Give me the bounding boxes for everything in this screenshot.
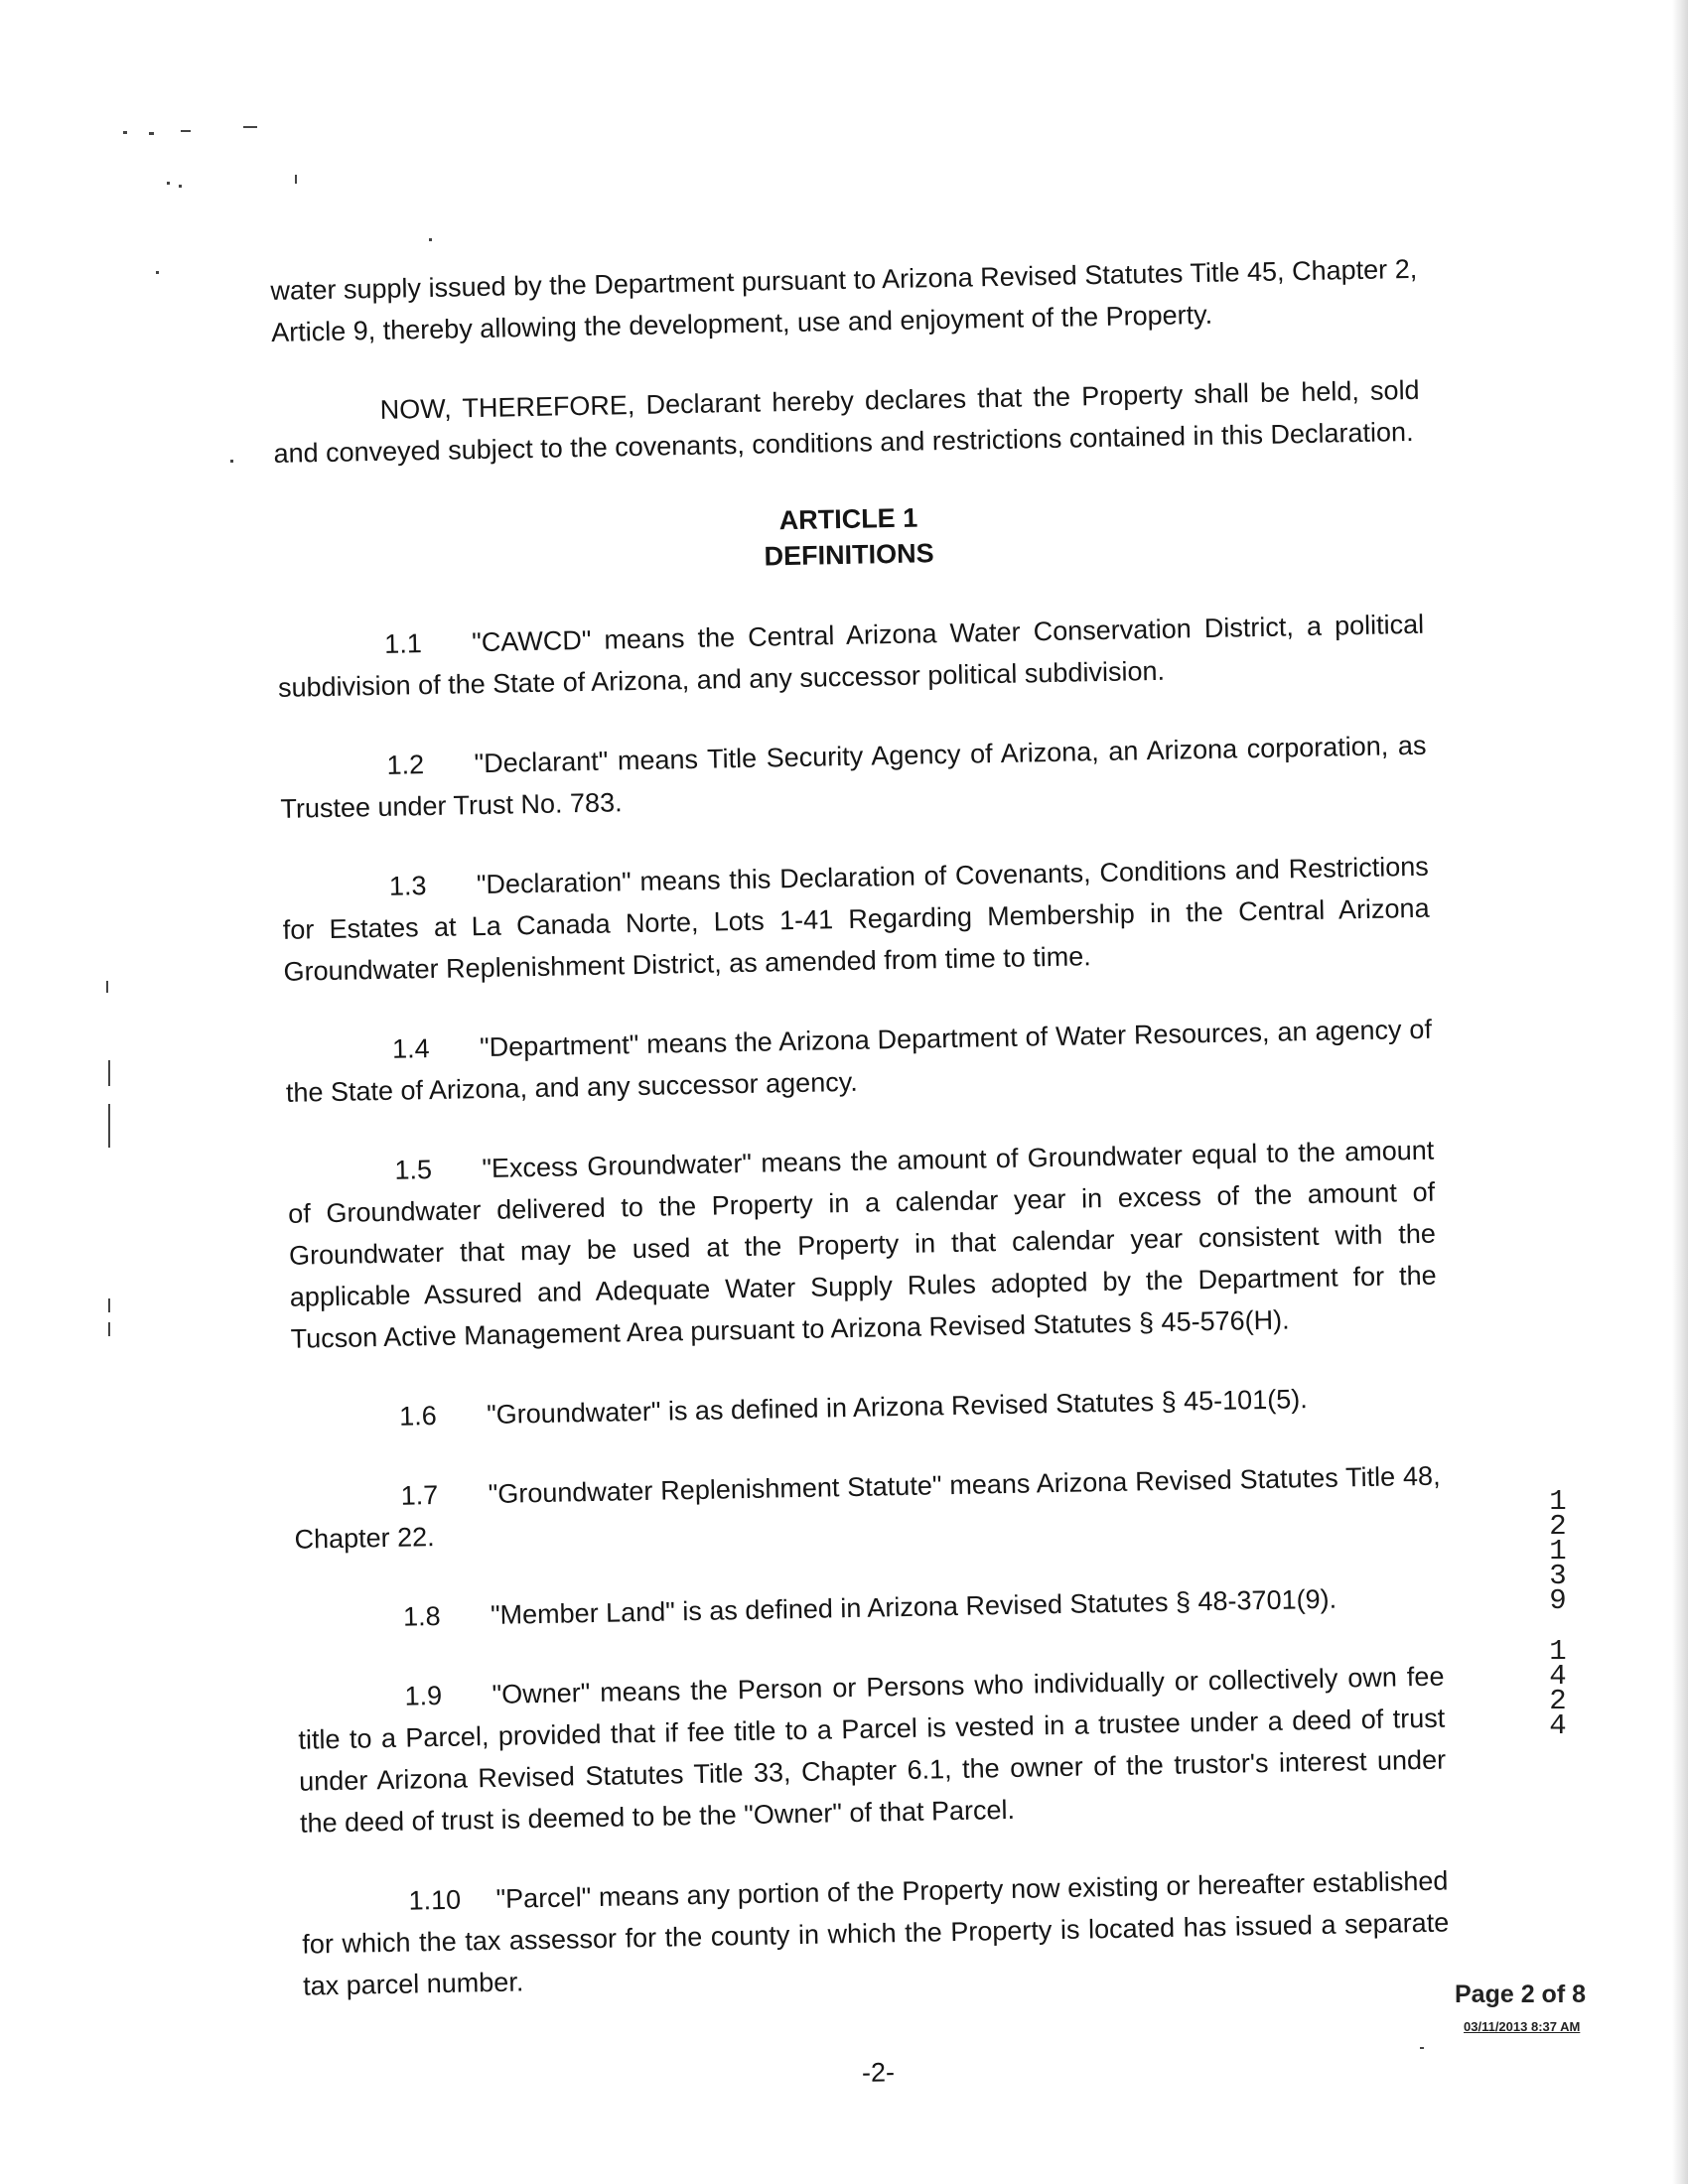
- definition-number: 1.5: [394, 1155, 433, 1185]
- definition-text: "Groundwater" is as defined in Arizona Revised Statutes § 45-101(5).: [486, 1384, 1308, 1431]
- definition-item: [292, 1376, 1440, 1439]
- recording-digit: 3: [1549, 1560, 1567, 1592]
- recording-digit: 1: [1549, 1535, 1567, 1568]
- recording-digit: 1: [1549, 1635, 1567, 1668]
- definition-number: 1.1: [383, 628, 423, 659]
- definition-text: "Member Land" is as defined in Arizona Revised Statutes § 48-3701(9).: [490, 1583, 1337, 1630]
- now-therefore-paragraph: NOW, THEREFORE, Declarant hereby declares that the Property shall be held, sold and conveyed subject to the covenants, conditions and restrictions contained in this Declaration.: [273, 374, 1420, 469]
- definition-item: [287, 1130, 1438, 1360]
- definitions-list: [277, 604, 1451, 2007]
- definition-text: "Owner" means the Person or Persons who individually or collectively own fee title to a Parcel, provided that if fee title to a Parcel is vested in a trustee under a deed of trust under Arizona Revised Statutes Title 33, Chapter 6.1, the owner of the trustor's interest under the deed of trust is deemed to be the "Owner" of that Parcel.: [298, 1661, 1447, 1839]
- definition-item: [279, 725, 1427, 830]
- recorder-page-label: Page 2 of 8: [1455, 1980, 1586, 2008]
- definition-text: "Excess Groundwater" means the amount of Groundwater equal to the amount of Groundwater delivered to the Property in a calendar year in excess of the amount of Groundwater that may be used at the Property in that calendar year consistent with the applicable Assured and Adequate Water Supply Rules adopted by the Department for the Tucson Active Management Area pursuant to Arizona Revised Statutes § 45-576(H).: [287, 1135, 1437, 1354]
- definition-number: 1.10: [408, 1884, 462, 1916]
- definition-item: [297, 1656, 1447, 1844]
- recorder-timestamp: 03/11/2013 8:37 AM: [1464, 2019, 1581, 2034]
- scanned-page-edge: [1672, 0, 1688, 2184]
- definition-item: [296, 1576, 1444, 1640]
- recording-digit: 4: [1549, 1660, 1567, 1693]
- recording-digit: 2: [1549, 1685, 1567, 1717]
- definition-text: "Declarant" means Title Security Agency of Arizona, an Arizona corporation, as Trustee under Trust No. 783.: [280, 730, 1427, 824]
- recording-digit: 2: [1549, 1510, 1567, 1543]
- definition-item: [301, 1860, 1450, 2007]
- definition-text: "CAWCD" means the Central Arizona Water Conservation District, a political subdivision of the State of Arizona, and any successor political subdivision.: [277, 609, 1425, 703]
- definition-number: 1.8: [402, 1600, 441, 1632]
- page-number: -2-: [861, 2057, 896, 2088]
- article-heading: [275, 490, 1423, 584]
- definition-item: [277, 604, 1425, 709]
- definition-text: "Groundwater Replenishment Statute" means Arizona Revised Statutes Title 48, Chapter 22.: [294, 1460, 1441, 1555]
- document-body: [270, 248, 1452, 2105]
- definition-item: [285, 1009, 1433, 1114]
- definition-item: [293, 1455, 1441, 1561]
- margin-recording-number: [1545, 1485, 1571, 1742]
- definition-number: 1.4: [391, 1033, 430, 1064]
- definition-item: [282, 846, 1431, 993]
- definition-text: "Department" means the Arizona Department of Water Resources, an agency of the State of Arizona, and any successor agency.: [285, 1014, 1433, 1108]
- recording-digit: 4: [1549, 1709, 1567, 1742]
- definition-text: "Declaration" means this Declaration of Covenants, Conditions and Restrictions for Estates at La Canada Norte, Lots 1-41 Regarding Membership in the Central Arizona Groundwater Replenishment District, as amended from time to time.: [282, 851, 1430, 987]
- definition-number: 1.7: [400, 1479, 439, 1511]
- intro-paragraph: water supply issued by the Department pursuant to Arizona Revised Statutes Title 45, Chapter 2, Article 9, thereby allowing the development, use and enjoyment of the Property.: [270, 253, 1418, 347]
- article-subtitle: DEFINITIONS: [764, 538, 934, 572]
- definition-number: 1.2: [386, 750, 425, 780]
- article-title: ARTICLE 1: [778, 502, 918, 536]
- recording-digit: 1: [1549, 1485, 1567, 1518]
- definition-number: 1.3: [388, 871, 427, 901]
- definition-number: 1.9: [404, 1680, 443, 1711]
- definition-number: 1.6: [398, 1400, 438, 1432]
- definition-text: "Parcel" means any portion of the Property now existing or hereafter established for which the tax assessor for the county in which the Property is located has issued a separate tax parcel number.: [302, 1865, 1450, 2001]
- recording-digit: 9: [1549, 1584, 1567, 1617]
